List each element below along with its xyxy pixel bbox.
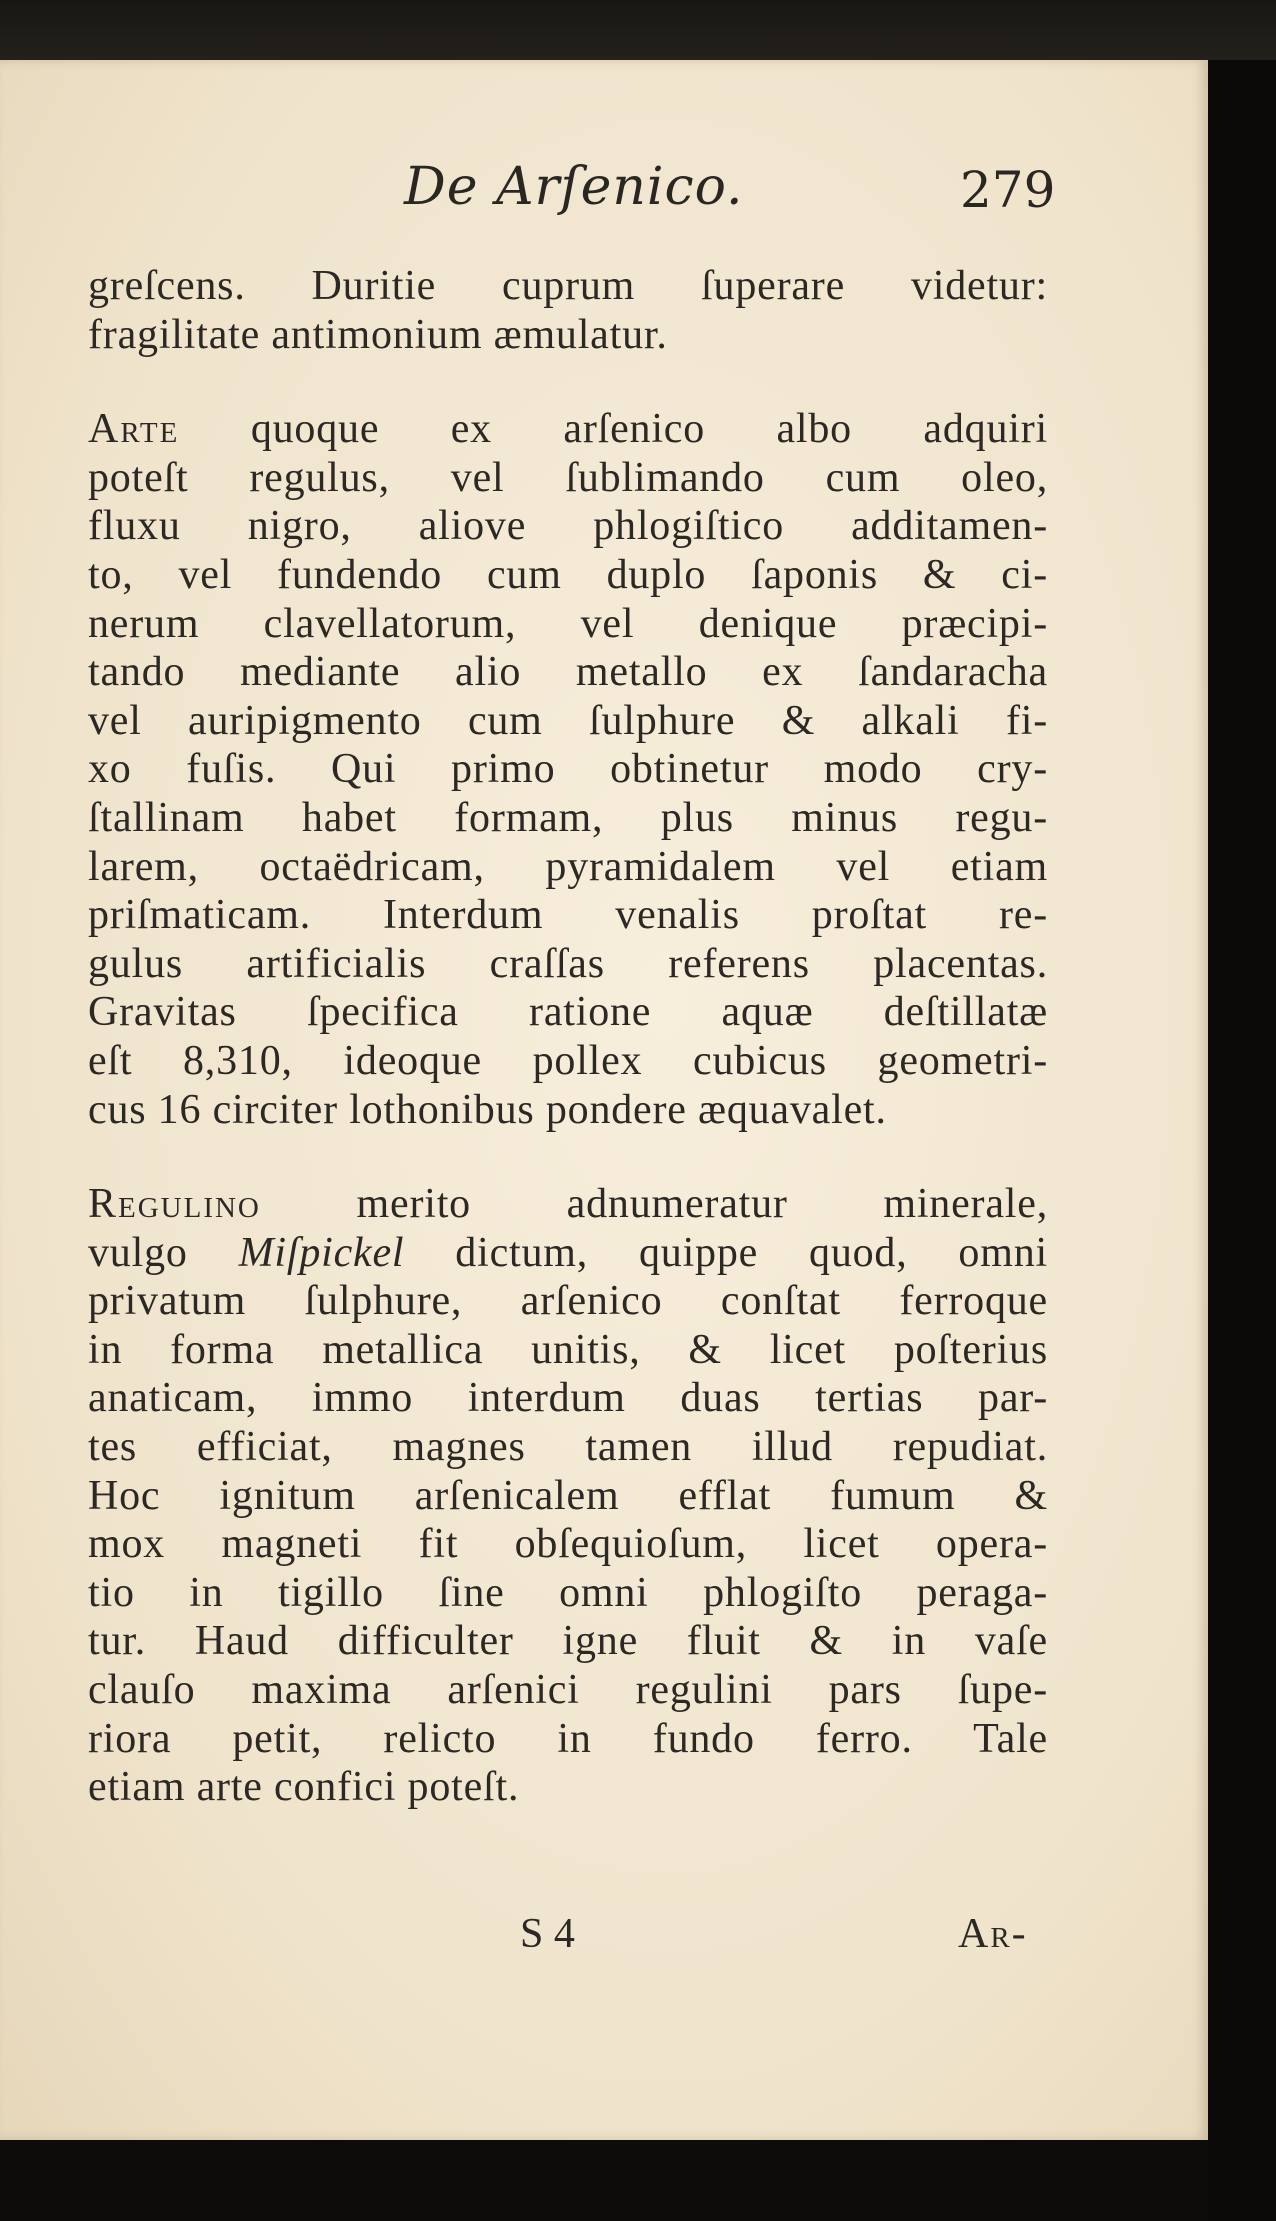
text-line: tes efficiat, magnes tamen illud repudiat.: [88, 1424, 1048, 1471]
text-line: fragilitate antimonium æmulatur.: [88, 311, 668, 358]
text-line: privatum ſulphure, arſenico conſtat ferroque: [88, 1278, 1048, 1325]
running-head: De Arſenico.: [404, 157, 744, 217]
catchword: Ar-: [958, 1911, 1028, 1957]
text-line: tio in tigillo ſine omni phlogiſto peraga-: [88, 1569, 1048, 1616]
text-line: [88, 1180, 1048, 1229]
text-run: quoque ex arſenico albo adquiri: [179, 406, 1048, 453]
paragraph-1: [88, 262, 1048, 359]
text-line: anaticam, immo interdum duas tertias par-: [88, 1375, 1048, 1422]
text-line: greſcens. Duritie cuprum ſuperare videtur:: [88, 263, 1048, 309]
text-run: vulgo: [88, 1229, 239, 1276]
text-line: poteſt regulus, vel ſublimando cum oleo,: [88, 454, 1048, 501]
text-line: Gravitas ſpecifica ratione aquæ deſtillatæ: [88, 989, 1048, 1036]
signature-mark: S 4: [520, 1911, 575, 1957]
book-fore-edge-shadow: [1208, 60, 1276, 2221]
paragraph-gap: [88, 359, 1048, 405]
text-line: priſmaticam. Interdum venalis proſtat re-: [88, 892, 1048, 939]
text-line: [88, 405, 1048, 454]
text-line: nerum clavellatorum, vel denique præcipi-: [88, 600, 1048, 647]
text-line: in forma metallica unitis, & licet poſterius: [88, 1326, 1048, 1373]
text-line: larem, octaëdricam, pyramidalem vel etiam: [88, 843, 1048, 890]
text-line: vel auripigmento cum ſulphure & alkali fi-: [88, 697, 1048, 744]
text-line: gulus artificialis craſſas referens placentas.: [88, 940, 1048, 987]
paragraph-lead-word: Regulino: [88, 1181, 261, 1228]
page-footer: [0, 1910, 1208, 1970]
page-number: 279: [960, 161, 1056, 219]
text-line: eſt 8,310, ideoque pollex cubicus geometri-: [88, 1037, 1048, 1084]
text-line: tando mediante alio metallo ex ſandaracha: [88, 649, 1048, 696]
text-line: etiam arte confici poteſt.: [88, 1764, 520, 1811]
text-line: ſtallinam habet formam, plus minus regu-: [88, 794, 1048, 841]
book-top-edge: [0, 0, 1276, 60]
body-text: [88, 262, 1048, 1812]
paragraph-3: [88, 1180, 1048, 1812]
text-line: [88, 1229, 1048, 1278]
text-line: riora petit, relicto in fundo ferro. Tale: [88, 1715, 1048, 1762]
text-line: mox magneti fit obſequioſum, licet opera-: [88, 1521, 1048, 1568]
text-line: Hoc ignitum arſenicalem efflat fumum &: [88, 1472, 1048, 1519]
text-run: dictum, quippe quod, omni: [404, 1229, 1048, 1276]
page-header: [0, 155, 1208, 235]
text-line: xo fuſis. Qui primo obtinetur modo cry-: [88, 746, 1048, 793]
paragraph-gap: [88, 1134, 1048, 1180]
text-line: cus 16 circiter lothonibus pondere æquavalet.: [88, 1086, 887, 1133]
text-line: clauſo maxima arſenici regulini pars ſupe-: [88, 1667, 1048, 1714]
text-run: merito adnumeratur minerale,: [260, 1181, 1048, 1228]
paragraph-2: [88, 405, 1048, 1134]
text-line: to, vel fundendo cum duplo ſaponis & ci-: [88, 551, 1048, 598]
text-line: tur. Haud difficulter igne fluit & in vaſe: [88, 1618, 1048, 1665]
text-line: fluxu nigro, aliove phlogiſtico additamen-: [88, 503, 1048, 550]
italic-term: Miſpickel: [238, 1229, 405, 1276]
paragraph-lead-word: Arte: [88, 406, 180, 453]
